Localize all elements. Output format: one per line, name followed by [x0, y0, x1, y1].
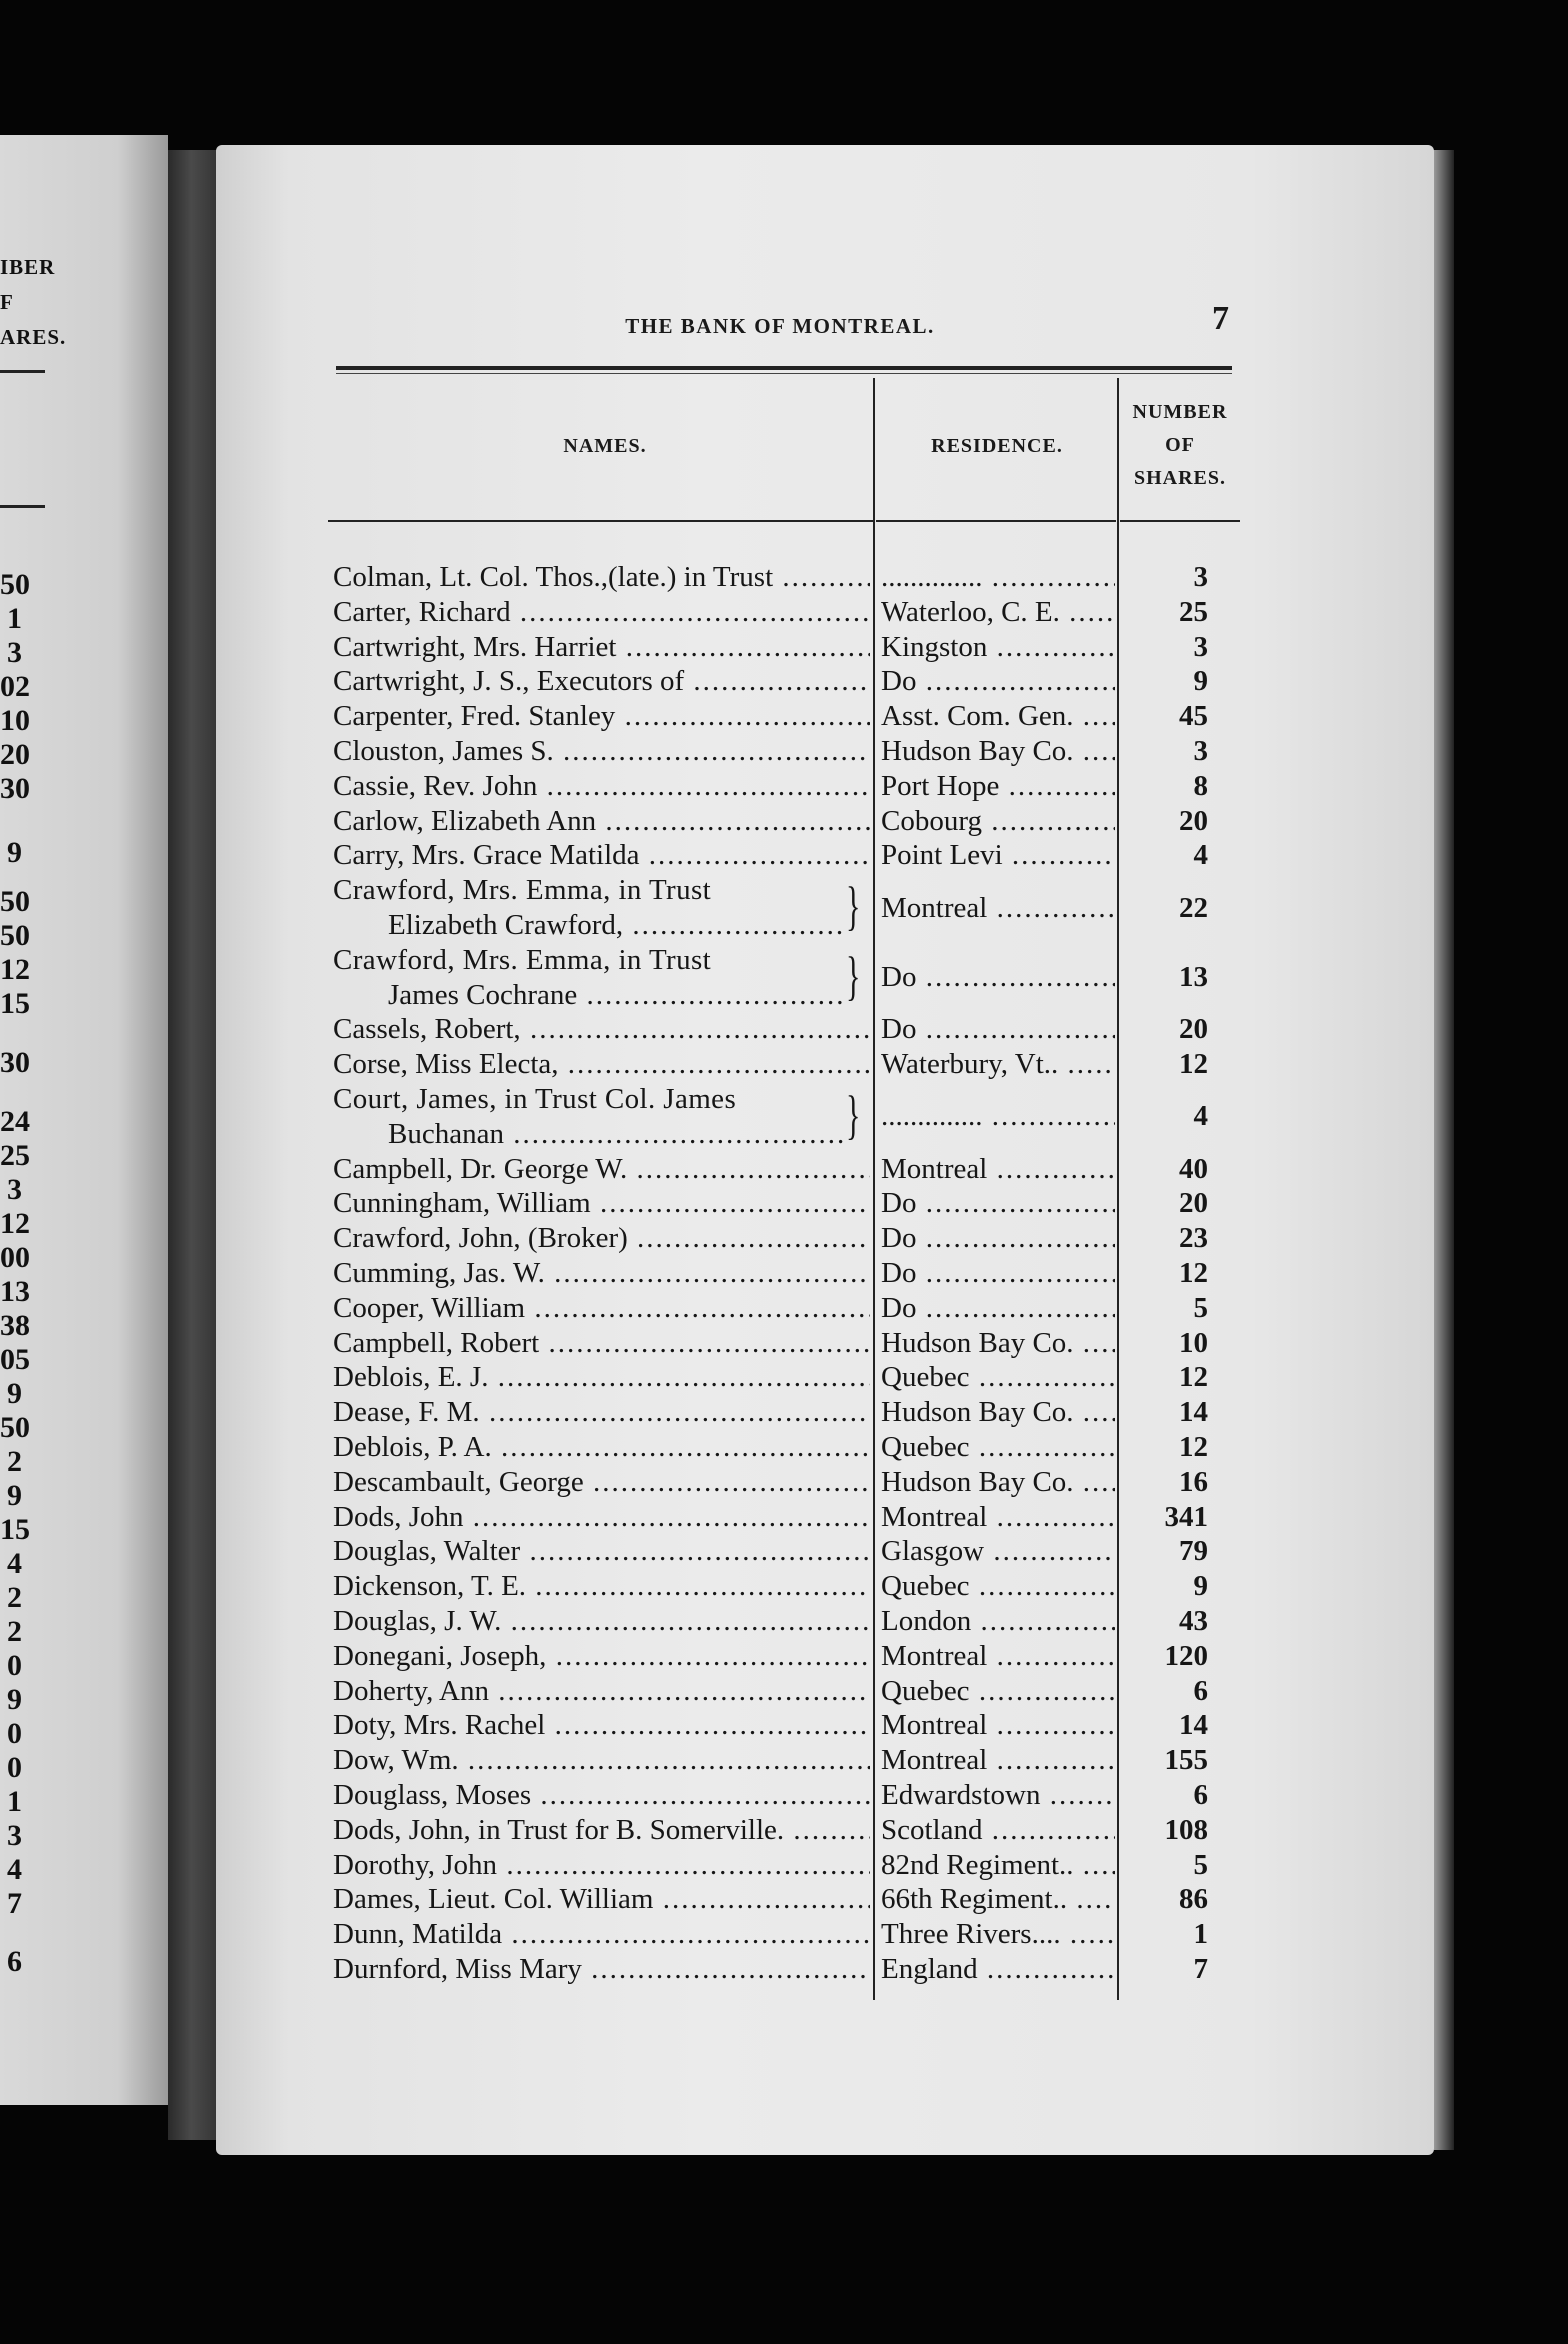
row-shares: 3 [1193, 561, 1208, 593]
row-residence: .............. ..... [881, 1099, 1115, 1133]
row-shares: 155 [1164, 1744, 1208, 1777]
row-name: Dorothy, John ..... [333, 1848, 870, 1882]
row-name: Dods, John ..... [333, 1500, 870, 1534]
previous-page-number: 4 [7, 1853, 22, 1886]
row-shares: 14 [1179, 1396, 1208, 1429]
previous-page-number: 9 [7, 1479, 22, 1512]
row-residence: Quebec ..... [881, 1674, 1115, 1708]
row-residence: 66th Regiment.. ..... [881, 1882, 1115, 1916]
row-shares: 12 [1179, 1361, 1208, 1394]
row-name: Donegani, Joseph, ..... [333, 1639, 870, 1673]
row-name: Dow, Wm. ..... [333, 1743, 870, 1777]
row-name: Descambault, George ..... [333, 1465, 870, 1499]
row-shares: 10 [1179, 1326, 1208, 1359]
previous-page-number: 38 [0, 1309, 30, 1342]
row-shares: 120 [1164, 1639, 1208, 1672]
row-name: Carlow, Elizabeth Ann ..... [333, 804, 870, 838]
row-shares: 43 [1179, 1605, 1208, 1637]
header-shares [1120, 396, 1240, 495]
row-name: Carry, Mrs. Grace Matilda ..... [333, 838, 870, 872]
previous-page-number: 3 [7, 636, 22, 669]
brace-glyph: } [846, 946, 861, 1007]
row-shares: 1 [1193, 1918, 1208, 1951]
row-name: Clouston, James S. ..... [333, 734, 870, 768]
row-shares: 20 [1179, 804, 1208, 837]
row-name: Doherty, Ann ..... [333, 1674, 870, 1708]
row-name: Campbell, Dr. George W. ..... [333, 1152, 870, 1186]
brace-glyph: } [846, 1086, 861, 1146]
row-name: Cartwright, Mrs. Harriet ..... [333, 630, 870, 664]
row-residence: Hudson Bay Co. ..... [881, 1395, 1115, 1429]
previous-page-number: 05 [0, 1343, 30, 1376]
row-residence: Montreal ..... [881, 1639, 1115, 1673]
row-residence: Cobourg ..... [881, 804, 1115, 838]
previous-page-number: 50 [0, 568, 30, 601]
row-residence: .............. ..... [881, 560, 1115, 594]
row-residence: Glasgow ..... [881, 1534, 1115, 1568]
row-shares: 12 [1179, 1048, 1208, 1081]
row-shares: 9 [1193, 1570, 1208, 1603]
row-shares: 108 [1164, 1813, 1208, 1846]
header-rule [876, 520, 1116, 522]
row-residence: Hudson Bay Co. ..... [881, 1326, 1115, 1360]
previous-page-number: 15 [0, 987, 30, 1020]
previous-page-number: 02 [0, 670, 30, 703]
row-name: Douglas, J. W. ..... [333, 1604, 870, 1638]
row-shares: 5 [1193, 1848, 1208, 1881]
row-name: Crawford, Mrs. Emma, in Trust [333, 874, 712, 907]
row-residence: Do ..... [881, 1221, 1115, 1255]
previous-page-number: 25 [0, 1139, 30, 1172]
row-residence: 82nd Regiment.. ..... [881, 1848, 1115, 1882]
row-name: Dods, John, in Trust for B. Somerville. ..... [333, 1813, 870, 1847]
row-residence: Do ..... [881, 664, 1115, 698]
row-residence: Do ..... [881, 1291, 1115, 1325]
row-shares: 6 [1193, 1779, 1208, 1811]
row-residence: Hudson Bay Co. ..... [881, 1465, 1115, 1499]
row-residence: Quebec ..... [881, 1430, 1115, 1464]
row-shares: 23 [1179, 1222, 1208, 1255]
previous-page-number: 3 [7, 1819, 22, 1852]
book-gutter [168, 150, 220, 2140]
row-residence: Edwardstown ..... [881, 1778, 1115, 1812]
previous-page-number: 13 [0, 1275, 30, 1308]
header-shares-line1: NUMBER [1132, 401, 1228, 423]
row-residence: Kingston ..... [881, 630, 1115, 664]
previous-page-number: 12 [0, 1207, 30, 1240]
row-name: Cumming, Jas. W. ..... [333, 1256, 870, 1290]
previous-page-number: 50 [0, 919, 30, 952]
row-shares: 14 [1179, 1709, 1208, 1742]
header-residence: RESIDENCE. [931, 435, 1063, 457]
row-name-continuation: James Cochrane ..... [388, 978, 843, 1012]
row-name: Crawford, Mrs. Emma, in Trust [333, 943, 712, 976]
row-shares: 12 [1179, 1431, 1208, 1463]
row-name: Douglas, Walter ..... [333, 1534, 870, 1568]
page-edge-shadow [1434, 150, 1454, 2150]
row-residence: Quebec ..... [881, 1569, 1115, 1603]
row-shares: 4 [1193, 1100, 1208, 1133]
previous-page-number: 1 [7, 1785, 22, 1818]
page-number: 7 [1212, 300, 1229, 337]
column-divider [1117, 378, 1119, 2000]
header-rule [1120, 520, 1240, 522]
row-residence: Waterloo, C. E. ..... [881, 595, 1115, 629]
row-name: Durnford, Miss Mary ..... [333, 1952, 870, 1986]
row-shares: 4 [1193, 839, 1208, 872]
row-shares: 5 [1193, 1291, 1208, 1324]
row-shares: 8 [1193, 769, 1208, 802]
previous-page-number: 30 [0, 1046, 30, 1079]
row-name: Cartwright, J. S., Executors of ..... [333, 664, 870, 698]
previous-page-number: 24 [0, 1105, 30, 1138]
header-shares-line3: SHARES. [1133, 467, 1227, 489]
previous-page-number: 1 [7, 602, 22, 635]
previous-page-number: 0 [7, 1717, 22, 1750]
row-shares: 20 [1179, 1013, 1208, 1046]
previous-page-number: 3 [7, 1173, 22, 1206]
row-shares: 7 [1193, 1953, 1208, 1985]
previous-page-number: 20 [0, 738, 30, 771]
row-shares: 45 [1179, 700, 1208, 733]
row-name: Douglass, Moses ..... [333, 1778, 870, 1812]
row-shares: 20 [1179, 1187, 1208, 1220]
header-rule [328, 520, 873, 522]
top-rule [336, 366, 1232, 374]
row-residence: Montreal ..... [881, 891, 1115, 925]
header-shares-line2: OF [1165, 434, 1195, 456]
row-residence: Three Rivers.... ..... [881, 1917, 1115, 1951]
row-shares: 9 [1193, 665, 1208, 698]
previous-page-rule [0, 370, 45, 373]
row-residence: Do ..... [881, 1012, 1115, 1046]
row-name: Doty, Mrs. Rachel ..... [333, 1708, 870, 1742]
previous-page-number: 2 [7, 1581, 22, 1614]
previous-page-number: 9 [7, 836, 22, 869]
previous-page-number: 50 [0, 1411, 30, 1444]
row-residence: Scotland ..... [881, 1813, 1115, 1847]
row-residence: Waterbury, Vt.. ..... [881, 1047, 1115, 1081]
previous-page-header: F [0, 290, 14, 314]
previous-page-number: 7 [7, 1887, 22, 1920]
previous-page-number: 15 [0, 1513, 30, 1546]
row-shares: 25 [1179, 595, 1208, 628]
previous-page-number: 30 [0, 772, 30, 805]
row-name: Cassels, Robert, ..... [333, 1012, 870, 1046]
row-residence: Montreal ..... [881, 1743, 1115, 1777]
row-name: Colman, Lt. Col. Thos.,(late.) in Trust ..... [333, 560, 870, 594]
brace-glyph: } [846, 877, 861, 937]
row-name: Dease, F. M. ..... [333, 1395, 870, 1429]
row-name: Cassie, Rev. John ..... [333, 769, 870, 803]
row-shares: 3 [1193, 735, 1208, 767]
row-shares: 341 [1164, 1500, 1208, 1533]
previous-page-number: 4 [7, 1547, 22, 1580]
row-shares: 6 [1193, 1674, 1208, 1707]
row-shares: 3 [1193, 630, 1208, 663]
row-name: Dunn, Matilda ..... [333, 1917, 870, 1951]
row-name-continuation: Buchanan ..... [388, 1117, 843, 1151]
previous-page-rule [0, 505, 45, 508]
previous-page-number: 50 [0, 885, 30, 918]
row-name: Court, James, in Trust Col. James [333, 1083, 737, 1115]
previous-page-number: 10 [0, 704, 30, 737]
previous-page-number: 00 [0, 1241, 30, 1274]
running-head: THE BANK OF MONTREAL. [625, 314, 935, 338]
row-name: Carter, Richard ..... [333, 595, 870, 629]
row-name: Carpenter, Fred. Stanley ..... [333, 699, 870, 733]
row-residence: Do ..... [881, 960, 1115, 994]
previous-page-number: 9 [7, 1683, 22, 1716]
row-residence: Do ..... [881, 1256, 1115, 1290]
row-residence: Quebec ..... [881, 1360, 1115, 1394]
row-shares: 16 [1179, 1465, 1208, 1498]
row-shares: 12 [1179, 1257, 1208, 1289]
header-names: NAMES. [563, 435, 647, 457]
row-name: Dames, Lieut. Col. William ..... [333, 1882, 870, 1916]
previous-page-edge [0, 135, 168, 2105]
previous-page-number: 12 [0, 953, 30, 986]
previous-page-number: 0 [7, 1751, 22, 1784]
previous-page-number: 6 [7, 1945, 22, 1978]
row-residence: Montreal ..... [881, 1500, 1115, 1534]
row-name: Cunningham, William ..... [333, 1186, 870, 1220]
row-name: Cooper, William ..... [333, 1291, 870, 1325]
row-residence: Point Levi ..... [881, 838, 1115, 872]
previous-page-header: ARES. [0, 325, 67, 349]
row-residence: Hudson Bay Co. ..... [881, 734, 1115, 768]
row-residence: Asst. Com. Gen. ..... [881, 699, 1115, 733]
row-residence: London ..... [881, 1604, 1115, 1638]
row-residence: Port Hope ..... [881, 769, 1115, 803]
previous-page-header: IBER [0, 255, 56, 279]
previous-page-number: 9 [7, 1377, 22, 1410]
row-residence: England ..... [881, 1952, 1115, 1986]
row-name: Deblois, P. A. ..... [333, 1430, 870, 1464]
row-shares: 79 [1179, 1535, 1208, 1568]
row-shares: 40 [1179, 1152, 1208, 1185]
row-shares: 13 [1179, 961, 1208, 994]
row-name: Deblois, E. J. ..... [333, 1360, 870, 1394]
row-name-continuation: Elizabeth Crawford, ..... [388, 908, 843, 942]
row-shares: 86 [1179, 1883, 1208, 1916]
column-divider [873, 378, 875, 2000]
row-name: Crawford, John, (Broker) ..... [333, 1221, 870, 1255]
row-name: Corse, Miss Electa, ..... [333, 1047, 870, 1081]
previous-page-number: 2 [7, 1445, 22, 1478]
row-name: Campbell, Robert ..... [333, 1326, 870, 1360]
row-residence: Montreal ..... [881, 1708, 1115, 1742]
previous-page-number: 0 [7, 1649, 22, 1682]
row-shares: 22 [1179, 891, 1208, 924]
row-residence: Do ..... [881, 1186, 1115, 1220]
row-name: Dickenson, T. E. ..... [333, 1569, 870, 1603]
previous-page-number: 2 [7, 1615, 22, 1648]
row-residence: Montreal ..... [881, 1152, 1115, 1186]
